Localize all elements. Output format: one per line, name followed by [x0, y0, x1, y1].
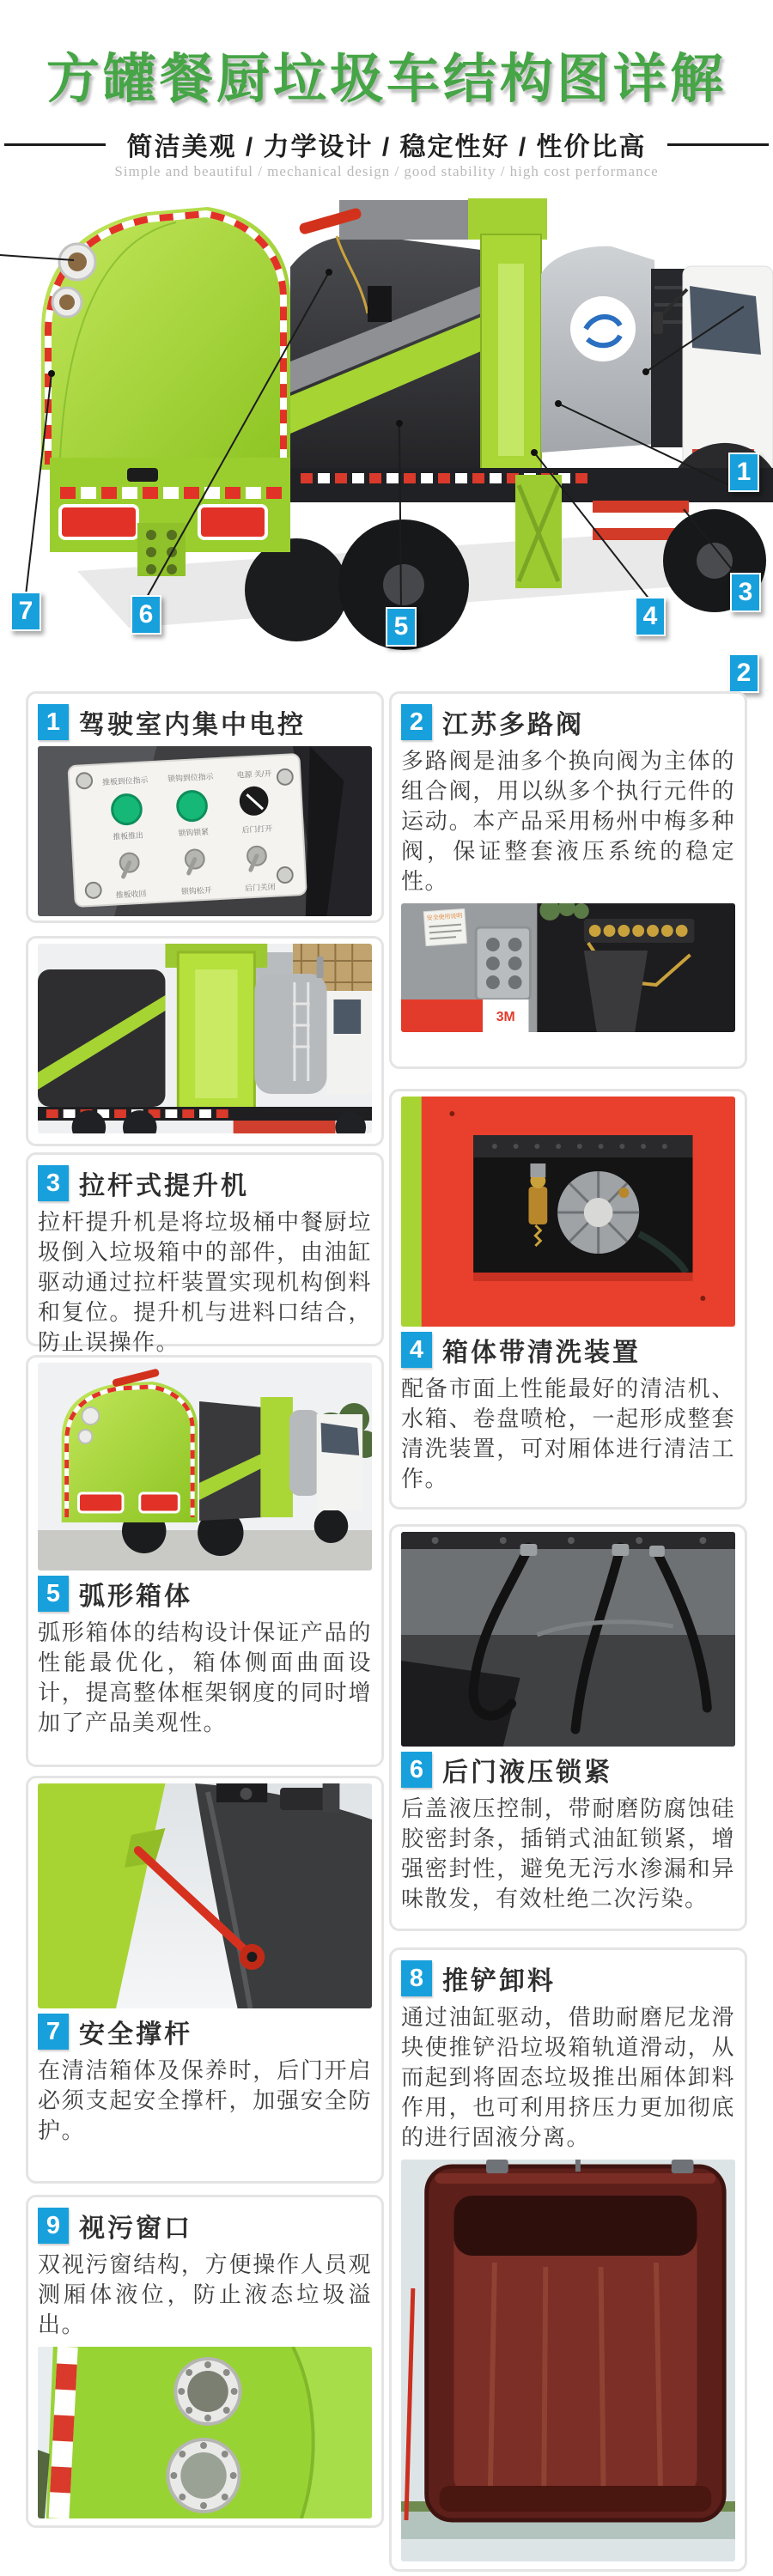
rear-step-plate: [137, 523, 186, 576]
brand-3m-text: 3M: [496, 1009, 515, 1025]
mini-porthole-2: [79, 1430, 93, 1443]
container-bottom-edge: [440, 2486, 712, 2512]
mini-taillight-r: [140, 1493, 180, 1512]
section-9-text: 双视污窗结构，方便操作人员观测厢体液位，防止液态垃圾溢出。: [38, 2251, 372, 2337]
section-3-title: 拉杆式提升机: [79, 1172, 249, 1200]
rod-pivot-bolt: [247, 1952, 257, 1962]
hopper-green-box: [468, 198, 547, 240]
pressure-washer-pump: [557, 1171, 639, 1254]
green-indicator-2: [177, 791, 207, 822]
section-7-text: 在清洁箱体及保养时，后门开启必须支起安全撑杆，加强安全防护。: [38, 2057, 372, 2143]
section-6-header: [401, 1751, 735, 1789]
photo-control-panel: [38, 746, 372, 916]
callout-6: 6: [131, 595, 161, 635]
page-title: 方罐餐厨垃圾车结构图详解: [46, 50, 727, 109]
subtitle-row: [0, 127, 773, 161]
subtitle-divider-right: [667, 143, 769, 146]
section-8-text: 通过油缸驱动，借助耐磨尼龙滑块使推铲沿垃圾箱轨道滑动，从而起到将固态垃圾推出厢体卸料作用，也可利用挤压力更加彻底的进行固液分离。: [401, 2004, 735, 2150]
section-8-title: 推铲卸料: [442, 1967, 556, 1996]
section-card-8: [389, 1947, 747, 2572]
safety-sticker: [423, 908, 466, 945]
section-8-header: [401, 1959, 735, 1997]
panel-label-indicator-1: 推板到位指示: [101, 775, 149, 787]
panel-label-on-1: 推板推出: [113, 830, 144, 841]
section-3-badge: 3: [38, 1165, 69, 1201]
mini-gray-tank: [289, 1410, 320, 1496]
panel-label-off-2: 锁钩松开: [180, 885, 212, 896]
photo-sight-windows: [38, 2347, 372, 2518]
panel-label-on-2: 锁钩锁紧: [178, 827, 210, 838]
cab-window: [690, 286, 761, 355]
section-card-4: [389, 1089, 747, 1510]
callout-3: 3: [730, 573, 761, 612]
rear-wheel-hub: [383, 564, 424, 605]
section-card-5: [26, 1355, 384, 1767]
section-7-header: [38, 2013, 372, 2050]
subtitle-divider-left: [4, 143, 106, 146]
lifter-column-inner: [195, 969, 237, 1098]
section-3-header: [38, 1164, 372, 1202]
section-7-title: 安全撑杆: [79, 2020, 192, 2049]
section-4-badge: 4: [401, 1332, 432, 1368]
photo-multiway-valve: [401, 903, 735, 1032]
callout-2: 2: [728, 653, 759, 693]
section-5-badge: 5: [38, 1576, 69, 1612]
section-card-9: [26, 2195, 384, 2528]
section-5-text: 弧形箱体的结构设计保证产品的性能最优化，箱体侧面曲面设计，提高整体框架钢度的同时增加了产品美观性。: [38, 1619, 372, 1735]
green-indicator-1: [112, 794, 142, 825]
photo-card-lifter: [26, 936, 384, 1146]
taillight-right: [199, 506, 266, 538]
photo-truck-side-lifter: [38, 944, 372, 1133]
perforated-bar: [473, 1135, 692, 1157]
porthole-upper-glass: [68, 252, 87, 271]
brand-logo-circle: [570, 296, 636, 361]
section-4-text: 配备市面上性能最好的清洁机、水箱、卷盘喷枪，一起形成整套清洗装置，可对厢体进行清洁工作。: [401, 1376, 735, 1492]
section-2-title: 江苏多路阀: [442, 711, 584, 739]
frame-inner-shadow: [473, 1273, 692, 1281]
breather-pipe: [317, 957, 324, 978]
section-4-title: 箱体带清洗装置: [442, 1339, 641, 1367]
section-9-badge: 9: [38, 2208, 69, 2244]
photo-container-interior: [401, 2160, 735, 2561]
door-latch: [127, 468, 158, 482]
section-5-header: [38, 1575, 372, 1613]
section-1-badge: 1: [38, 704, 69, 740]
photo-washing-device: [401, 1097, 735, 1327]
mini-wheel-3: [314, 1509, 349, 1543]
panel-label-off-1: 推板收回: [115, 889, 147, 900]
section-9-title: 视污窗口: [79, 2215, 192, 2243]
mini-lifter: [260, 1397, 293, 1517]
section-card-3: [26, 1152, 384, 1355]
section-2-header: [401, 703, 735, 741]
section-7-badge: 7: [38, 2014, 69, 2050]
section-9-header: [38, 2207, 372, 2245]
frame-bolt-2: [700, 1296, 705, 1301]
green-edge: [401, 1097, 422, 1327]
lifter-slot: [498, 264, 524, 456]
panel-label-power: 电源 关/开: [236, 769, 272, 780]
section-6-badge: 6: [401, 1752, 432, 1788]
gray-tank-photo: [254, 974, 326, 1094]
cab-side-window: [333, 999, 361, 1034]
page-subtitle-english: Simple and beautiful / mechanical design / good stability / high cost performance: [114, 163, 659, 179]
mini-cab-window: [321, 1423, 360, 1455]
porthole-lower-glass: [59, 295, 75, 310]
section-8-badge: 8: [401, 1960, 432, 1996]
red-frame-bottom: [234, 1121, 336, 1133]
porthole-top: [175, 2359, 240, 2424]
photo-truck-rear-view: [38, 1363, 372, 1571]
section-6-text: 后盖液压控制，带耐磨防腐蚀硅胶密封条，插销式油缸锁紧，增强密封性，避免无污水渗漏和异味散发，有效杜绝二次污染。: [401, 1795, 735, 1911]
container-rim-highlight: [435, 2173, 716, 2184]
callout-1: 1: [728, 453, 759, 492]
panel-label-on-3: 后门打开: [241, 823, 273, 835]
frame-bolt-1: [449, 1111, 454, 1116]
section-1-header: [38, 703, 372, 741]
section-6-title: 后门液压锁紧: [442, 1759, 612, 1787]
mini-taillight-l: [79, 1493, 123, 1512]
section-4-header: [401, 1331, 735, 1369]
container-inner-shadow: [453, 2196, 697, 2256]
section-2-badge: 2: [401, 704, 432, 740]
safety-sticker-text: 安全使用说明: [426, 913, 463, 922]
section-3-text: 拉杆提升机是将垃圾桶中餐厨垃圾倒入垃圾箱中的部件，由油缸驱动通过拉杆装置实现机构倒料和复位。提升机与进料口结合，防止误操作。: [38, 1209, 372, 1355]
photo-hydraulic-lock: [401, 1532, 735, 1747]
section-card-7: [26, 1776, 384, 2184]
section-2-text: 多路阀是油多个换向阀为主体的组合阀，用以纵多个执行元件的运动。本产品采用杨州中梅多种阀，保证整套液压系统的稳定性。: [401, 748, 735, 894]
junction-box: [476, 927, 530, 999]
panel-label-off-3: 后门关闭: [244, 882, 276, 893]
side-mirror: [653, 312, 663, 334]
rear-wheel-left: [245, 538, 348, 641]
red-step-upper: [593, 501, 689, 513]
porthole-bottom: [167, 2439, 239, 2512]
taillight-left: [60, 506, 137, 538]
photo-safety-rod: [38, 1783, 372, 2008]
lifter-box: [368, 286, 392, 322]
page-subtitle: 简洁美观 / 力学设计 / 稳定性好 / 性价比高: [126, 133, 647, 161]
callout-4: 4: [635, 597, 666, 636]
truck-structure-diagram: [0, 185, 773, 687]
section-card-2: [389, 691, 747, 1069]
section-card-6: [389, 1524, 747, 1931]
section-5-title: 弧形箱体: [79, 1583, 192, 1611]
callout-7: 7: [10, 592, 41, 631]
callout-5: 5: [386, 607, 417, 647]
section-card-1: [26, 691, 384, 923]
hopper-top: [339, 200, 468, 240]
mini-porthole-1: [82, 1407, 99, 1425]
section-1-title: 驾驶室内集中电控: [79, 711, 306, 739]
panel-label-indicator-2: 锁钩到位指示: [167, 772, 214, 784]
rear-reflective-strip: [60, 487, 282, 499]
